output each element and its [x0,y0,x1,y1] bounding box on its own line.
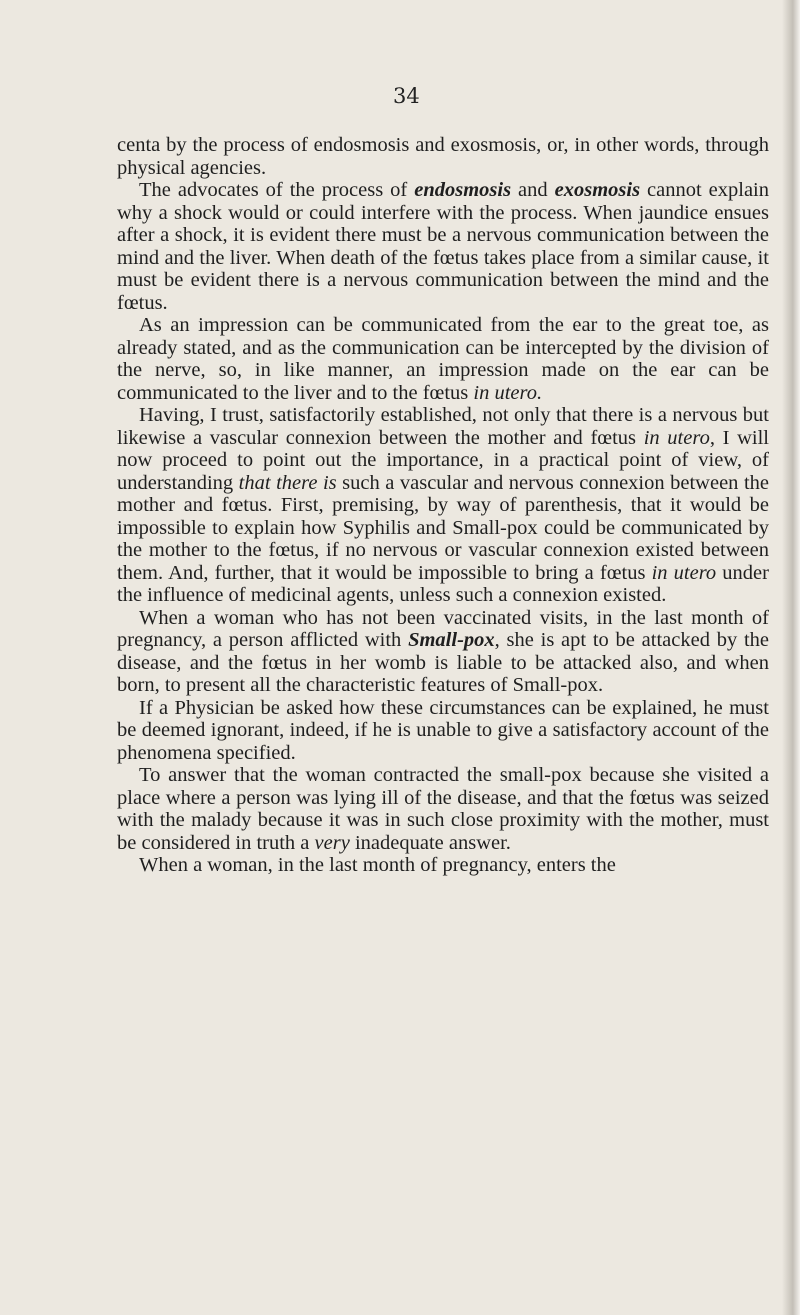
text-run: such a vascular and nervous connexion between the mother and fœtus. First, premising, by way of parenthesis, that it would be impossible to explain how Syphilis and Small-pox could be communicated by the mother to the fœtus, if no nervous or vascular connexion existed between them. And, further, that it would be impossible to bring a fœtus [117,471,769,584]
text-run: inadequate answer. [349,831,511,854]
text-run: , I will now proceed to point out the importance, in a practical point of view, of understanding [117,426,769,494]
text-run: in utero [651,561,717,584]
text-run: Small-pox [408,629,495,651]
page-number: 34 [393,84,420,108]
paragraph [117,854,769,877]
text-run: exosmosis [554,179,641,201]
text-run: cannot explain why a shock would or could interfere with the process. When jaundice ensues after a shock, it is evident there must be a nervous communication between the mind and the liver. When death of the fœtus takes place from a similar cause, it must be evident there is a nervous communication between the mind and the fœtus. [117,179,769,314]
text-run: , she is apt to be attacked by the disease, and the fœtus in her womb is liable to be attacked also, and when born, to present all the characteristic features of Small-pox. [117,629,770,696]
text-run: in utero [643,426,710,449]
text-run: When a woman who has not been vaccinated visits, in the last month of pregnancy, a person afflicted with [117,606,769,651]
text-run: The advocates of the process of [139,179,415,201]
paragraph [117,314,769,404]
text-run: If a Physician be asked how these circumstances can be explained, he must be deemed ignorant, indeed, if he is unable to give a satisfactory account of the phenomena specified. [117,696,769,764]
paragraph [117,607,769,697]
text-run: When a woman, in the last month of pregnancy, enters the [139,854,616,876]
text-run: As an impression can be communicated from the ear to the great toe, as already stated, and as the communication can be intercepted by the division of the nerve, so, in like manner, an impression made on the ear can be communicated to the liver and to the fœtus [117,314,769,404]
text-run: centa by the process of endosmosis and exosmosis, or, in other words, through physical agencies. [117,134,769,179]
paragraph [117,764,769,854]
body-text [117,134,769,877]
paragraph [117,697,769,765]
text-run: very [314,831,350,854]
text-run: and [511,179,555,201]
text-run: that there is [238,471,337,494]
text-run: endosmosis [414,179,512,201]
paragraph [117,134,769,179]
paragraph [117,404,769,607]
paragraph [117,179,769,314]
text-run: To answer that the woman contracted the small-pox because she visited a place where a person was lying ill of the disease, and that the fœtus was seized with the malady because it was in such close proximity with the mother, must be considered in truth a [117,764,769,854]
text-run: under the influence of medicinal agents, unless such a connexion existed. [117,561,769,606]
text-run: in utero. [473,381,543,404]
text-run: Having, I trust, satisfactorily established, not only that there is a nervous but likewise a vascular connexion between the mother and fœtus [117,404,769,449]
page-edge-shadow [782,0,800,1315]
